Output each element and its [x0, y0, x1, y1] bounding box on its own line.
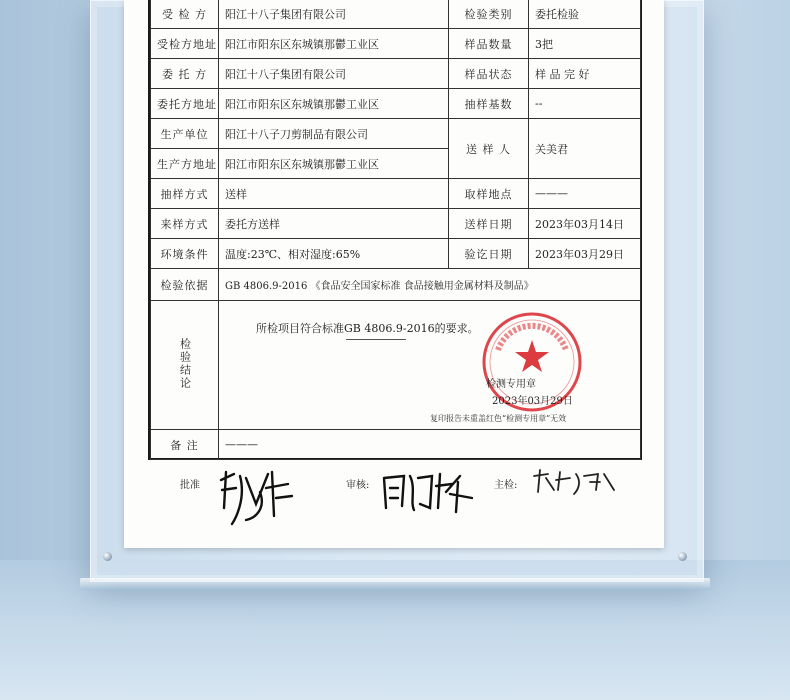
cell-label: 检验依据 [151, 269, 219, 301]
cell-value: 委托检验 [529, 0, 641, 29]
cell-value: 2023年03月29日 [529, 239, 641, 269]
cell-label: 样品状态 [449, 59, 529, 89]
conclusion-text: 所检项目符合标准GB 4806.9-2016的要求。 [256, 322, 479, 335]
cell-value: 委托方送样 [219, 209, 449, 239]
cell-label: 受 检 方 [151, 0, 219, 29]
seal-date: 2023年03月29日 [492, 396, 573, 407]
cell-label: 受检方地址 [151, 29, 219, 59]
copy-notice: 复印报告未重盖红色“检测专用章”无效 [430, 414, 567, 423]
table-row [151, 119, 641, 149]
cell-value: 温度:23℃、相对湿度:65% [219, 239, 449, 269]
acrylic-frame-base [80, 578, 710, 590]
examiner-signature-icon [530, 468, 620, 498]
cell-value: 阳江市阳东区东城镇那鬱工业区 [219, 89, 449, 119]
cell-value: 3把 [529, 29, 641, 59]
cell-label: 送 样 人 [449, 119, 529, 179]
reviewer-signature-icon [380, 468, 480, 518]
cell-label: 送样日期 [449, 209, 529, 239]
cell-value: 2023年03月14日 [529, 209, 641, 239]
table-row [151, 29, 641, 59]
table-row [151, 59, 641, 89]
cell-value: 阳江十八子集团有限公司 [219, 59, 449, 89]
approve-label: 批准 [180, 480, 200, 491]
cell-label: 委托方地址 [151, 89, 219, 119]
frame-screw-icon [103, 552, 112, 561]
cell-label: 备 注 [151, 430, 219, 460]
cell-value: ——— [529, 179, 641, 209]
cell-value: 阳江十八子集团有限公司 [219, 0, 449, 29]
frame-screw-icon [678, 552, 687, 561]
cell-label: 样品数量 [449, 29, 529, 59]
approver-signature-icon [216, 468, 296, 528]
table-row [151, 179, 641, 209]
cell-label: 环境条件 [151, 239, 219, 269]
cell-value: 送样 [219, 179, 449, 209]
table-row [151, 239, 641, 269]
cell-label: 检验类别 [449, 0, 529, 29]
cell-value: -- [529, 89, 641, 119]
cell-label: 抽样基数 [449, 89, 529, 119]
cell-label: 取样地点 [449, 179, 529, 209]
cell-label: 抽样方式 [151, 179, 219, 209]
table-row [151, 0, 641, 29]
cell-value: 阳江市阳东区东城镇那鬱工业区 [219, 29, 449, 59]
cell-label: 生产单位 [151, 119, 219, 149]
test-report-sheet [124, 0, 664, 548]
cell-label: 生产方地址 [151, 149, 219, 179]
conclusion-label: 检验结论 [178, 337, 192, 390]
review-label: 审核: [346, 480, 370, 491]
table-row [151, 430, 641, 460]
seal-caption: 检测专用章 [486, 379, 536, 390]
cell-label: 委 托 方 [151, 59, 219, 89]
chief-examiner-label: 主检: [494, 480, 518, 491]
conclusion-label-cell [151, 301, 219, 430]
table-row [151, 209, 641, 239]
cell-label: 验讫日期 [449, 239, 529, 269]
cell-value: 阳江市阳东区东城镇那鬱工业区 [219, 149, 449, 179]
cell-label: 来样方式 [151, 209, 219, 239]
table-row [151, 269, 641, 301]
basis-value: GB 4806.9-2016 《食品安全国家标准 食品接触用金属材料及制品》 [219, 269, 641, 301]
remark-value: ——— [219, 430, 641, 460]
table-row [151, 89, 641, 119]
conclusion-underline [346, 339, 406, 340]
signature-row [180, 468, 640, 528]
cell-value: 阳江十八子刀剪制品有限公司 [219, 119, 449, 149]
cell-value: 关美君 [529, 119, 641, 179]
cell-value: 样 品 完 好 [529, 59, 641, 89]
